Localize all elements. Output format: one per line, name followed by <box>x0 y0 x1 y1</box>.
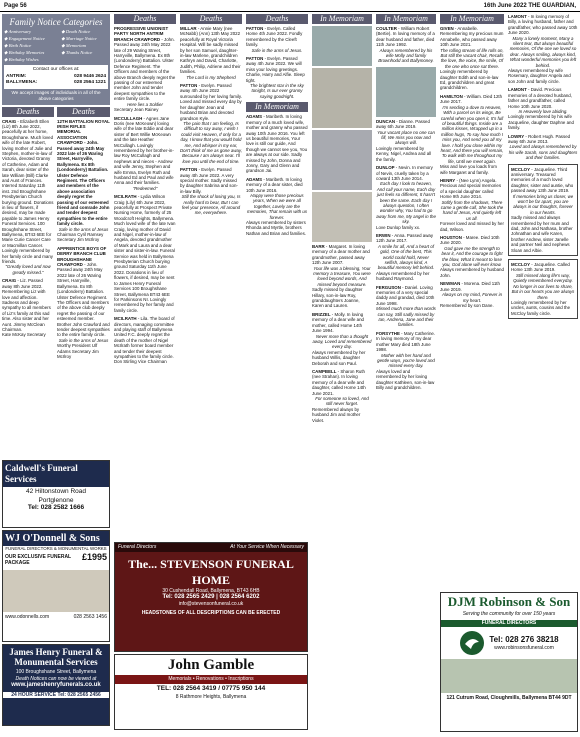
dove-icon <box>459 629 485 657</box>
djm-ad <box>440 592 578 732</box>
caldwell-name: Caldwell's Funeral Services <box>3 461 109 487</box>
caldwell-address-1: 42 Hiltonstown Road <box>26 488 86 495</box>
masthead-date: 16th June 2022 THE GUARDIAN, <box>483 2 576 9</box>
death-notice: MILLAR - Annie Mary (nee McNabb) (Ann) 13th May 2022 peacefully at Royal Victoria Hospital. Will be sadly missed by her son Samuel, daughter-in-law Marlene, grandchildren Kathryn and David, Charlotte, Judith, Philip, Adriene and their families. The Lord is my Shepherd <box>180 26 241 80</box>
death-notice: PATTON - Evelyn. Called Home 4th June 2022. Fondly remembered by the Cleeft family. Safe in the arms of Jesus. <box>246 26 303 53</box>
memoriam-photo <box>312 26 372 66</box>
stevenson-headstones: HEADSTONES OF ALL DESCRIPTIONS CAN BE ERECTED <box>141 610 281 616</box>
page-header <box>0 0 580 12</box>
odonnell-image <box>3 570 109 612</box>
jameshenry-name: James Henry Funeral & Monumental Services <box>9 647 103 667</box>
category-item: ◆ Memoriam <box>61 43 87 48</box>
section-heading-in-memoriam: In Memoriam <box>312 14 372 24</box>
odonnell-phone: 028 2563 1456 <box>73 613 107 620</box>
contact-title: Contact our offices at: <box>32 67 80 72</box>
death-notice: MCCULLAGH - Agnes Jane Doris (nee McKeown) loving wife of the late Eddie and dear sister of Bert Willie McKeown and the late Heather McCullagh. Lovingly remembered by her brother-in-law Roy McCullagh and nephews and nieces - Andrew and wife Jenny, Stephen and wife Emma, Evelyn Ruth and husband Ed and Paul and wife Anna and their families. "Redeemed" <box>114 115 174 191</box>
section-heading-in-memoriam: In Memoriam <box>440 14 504 24</box>
column-5 <box>246 14 308 538</box>
memoriam-notice: CAMPBELL - Sharon Ruth (nee Strahan). In loving memory of a dear wife and daughter, called Home 14th June 2021. For someone so loved, And still never forget. Remembered always by husband Jim and mother Violet. <box>312 368 369 423</box>
memoriam-photo <box>312 130 372 190</box>
death-notice: PATTON - Evelyn. Passed away 4th June 2022. A very special mother. Sadly missed by daughter Sabrina and son-in-law Billy. Still the shock of losing you, Is really hard to bear, But I can feel your presence, All around me, everywhere. <box>180 167 241 216</box>
left-ad-stack <box>2 460 110 730</box>
section-heading-deaths: Deaths <box>2 107 54 117</box>
memoriam-notice: NEWMAN - Morena. Died 11th June 2019. Always on my mind, Forever in my heart. Remembered by son Dane. <box>440 281 503 308</box>
jameshenry-address: 100 Broughshane Street, Ballymena <box>15 669 97 675</box>
jameshenry-ad <box>2 644 110 726</box>
family-notice-title: Family Notice Categories <box>9 17 103 27</box>
page-number: Page 56 <box>4 2 27 9</box>
memoriam-notice: ERWIN - Anna. Passed away 12th June 2017. A smile for all, And a heart of gold, One of the best, This world could hold, Never selfish, always kind, A beautiful memory left behind. Always remembered by her husband Raymond. <box>376 232 435 282</box>
category-item: ◆ Marriage Notice <box>61 36 97 41</box>
jameshenry-website: www.jameshenryfunerals.co.uk <box>11 682 101 688</box>
category-item: ◆ Death Notice <box>61 29 91 34</box>
category-list-left <box>4 28 61 63</box>
memoriam-notice: FERGUSON - Daniel. Loving memories of a very special daddy and grandad, died 10th June 1998. Missed much more than words can say, Still sadly missed by Ian, Andrena, Jane and their families. <box>376 284 436 328</box>
memoriam-notice: HENRY - (Nee Lynn) Angela. Precious and special memories of a special daughter called Home 9th June 2014. Softly from the shadows, There came a gentle call, She took the hand of Jesus, And quietly left us all. Forever loved and missed by her dad, Wilson. <box>440 177 504 232</box>
caldwell-phone: Tel: 028 2582 1666 <box>27 504 85 511</box>
memoriam-notice: GIVEN - Annabelle. Remembering my precious mum Annabelle, who passed away 10th June 2021. The rolling stream of life rolls on, But still the vacant chair, Recalls the love, the voice, the smile, Of the one who once sat there. Lovingly remembered by daughter Edith and son-in-law Ed, grandchildren and great grandchildren. <box>440 26 504 91</box>
section-heading-in-memoriam: In Memoriam <box>246 102 308 112</box>
column-6 <box>312 14 372 734</box>
death-notice: PATTON - Evelyn. Passed away 4th June 2022. We will miss your loving greetings. Charlie, Harry and Alfie. Sleep tight. The brightest star in the sky tonight, Is our ever granny saying goodnight. <box>246 56 305 99</box>
stevenson-strip: Funeral Directors <box>118 544 157 550</box>
jameshenry-line: Death Notices can now be viewed at <box>15 675 97 682</box>
memoriam-notice: MCCLOY - Jacqueline. Third anniversary. Treasured memories of a much loved daughter, sister and auntie, who passed away 13th June 2019. If memories bring us closer, we won't be far apart, you are always in our thoughts, forever in our hearts. Sadly missed and always remembered by her mum and dad, John and Nathasa, brother Johnathan and wife Karen, brother Andrew, sister Janelle and partner Neil and nephews Sloan and Albie. <box>508 164 578 257</box>
death-notice: PROGRESSIVE UNIONIST PARTY NORTH ANTRIM BRANCH CRAWFORD - John. Passed away 24th May 2022 late of 29 Waring Street, Harryville, Ballymena. Ex 8th (Londonderry) Battalion. Ulster Defence Regiment. The Officers and members of the above Branch deeply regret the passing of our esteemed member John and tender deepest sympathies to the entire family circle. Here lies a Soldier Secretary Jean Rainey <box>114 26 176 113</box>
section-heading-deaths: Deaths <box>180 14 242 24</box>
category-list-right <box>61 28 108 63</box>
family-notice-box <box>2 14 110 105</box>
odonnell-offer: OUR EXCLUSIVE FUNERAL PACKAGE <box>5 553 72 566</box>
stevenson-ad <box>114 542 308 652</box>
djm-strip: FUNERAL DIRECTORS <box>441 620 577 627</box>
gamble-ad <box>114 654 308 730</box>
antrim-label: ANTRIM: <box>6 73 27 79</box>
stevenson-email: info@stevensonfuneral.co.uk <box>178 600 244 607</box>
djm-name: DJM Robinson & Son <box>447 594 571 609</box>
djm-address: 121 Cutrum Road, Cloughmills, Ballymena BT44 9DT <box>446 695 572 701</box>
death-notice: CRAIG - Elizabeth Ellen (Liz) 8th June 2022, peacefully at her home, Broughshane. Much loved wife of the late Robert, loving mother of Julie and Stephen, mother-in-law of Victoria, devoted Granny of Catherine, Adam and Sarah, dear sister of the late William (Bill) Clarke and Aunt of Frances. Interred Saturday 11th inst. 2nd Broughshane Presbyterian Church burying ground. Donations in lieu of flowers, if desired, may be made payable to James Henry Funeral Services. 100 Broughshane Street, Ballymena, BT43 6EE for Marie Curie Cancer Care or Macmillan Cancer. Lovingly remembered by her family circle and many friends. "Greatly loved and now greatly missed." <box>2 118 54 275</box>
death-notice: MCILRATH - Lila. The board of directors, managing committee and playing staff of Ballymena United F.C. deeply regret the death of the mother of Nigel McIlrath former board member and tender their deepest sympathies to the family circle. Don Stirling Vice Chairman <box>114 316 175 365</box>
memoriam-notice: HOUSTON - Maree. Died 10th June 2020. God gave me the strength to bear it, And the courage to fight the blow, What it meant to lose you, God alone will ever know. Always remembered by husband John. <box>440 235 504 278</box>
memoriam-notice: LAMONT - In loving memory of Billy, a loving husband, father and grandfather, who passed away 10th June 2020. Many a lonely moment, Many a silent tear, But always beautiful memories, Of the one we loved so dear. Always smiling, always kind, What wonderful memories you left behind. Always remembered by wife Rosemary, daughter Angela and son John and family circle. <box>508 14 578 84</box>
ballymena-label: BALLYMENA: <box>6 80 38 85</box>
memoriam-photo <box>312 68 372 128</box>
column-7 <box>376 14 436 734</box>
category-item: ◆ Birthday Memories <box>4 50 45 55</box>
gamble-phone: TEL: 028 2564 3419 / 07775 950 144 <box>156 684 266 692</box>
odonnell-price: £1995 <box>81 551 107 562</box>
memoriam-photo <box>312 192 372 242</box>
death-notice: PATTON - Evelyn. Passed away 4th June 2022 surrounded by her loving family. Loved and missed every day by her daughter Jean and husband Brian and devoted grandson Kyle. The pain that I am feeling, Is difficult to say away, I wish I could visit Heaven, If only for a day, I know that you would hold me, And whisper in my ear, Don't think of me as gone away, Because I am always near. I'll love you until the end of time. <box>180 83 242 164</box>
memoriam-notice: ADAMS - Maribeth. In loving memory of a dear sister, died 10th June 2016. Happy were those precious years, When we were all together, Lovely are the memories, That remain with us forever. Always remembered by sisters Rhonda and Myrtle, brothers Nathan and Brian and families. <box>246 176 308 236</box>
memoriam-notice: FORSYTHE - Mary Catherine. In loving memory of my dear mother Mary died 18th June 1998. Mother with her hand and gentle ways, you're loved and missed every day. Always loved and remembered by her loving daughter Kathleen, son-in-law Billy and grandchildren. <box>376 330 436 390</box>
contact-box <box>4 65 108 89</box>
memoriam-notice: HAMILTON - William. Died 12th June 2017. I'm sending a dove to Heaven, With a parcel on its wings, Be careful when you open it, It's full of beautiful things. Inside are a million kisses, Wrapped up in a million hugs, To say how much I miss you, And send you all my love. I hold you close within my heart, And there you will remain, To walk with me throughout my life, Until we meet again. Miss and love you loads from wife Margaret and family. <box>440 93 504 175</box>
memoriam-notice: MCCLOY - Jacqueline. Called Home 13th June 2019. Still missed along life's way, Quietly remembered everyday. No longer in our lives to share, But in our hearts you are always there. Lovingly remembered by her uncles, aunts, cousins and the McCloy family circle. <box>508 259 578 319</box>
memoriam-notice: COULTER - William Robert (Bertie). In loving memory of a dear husband and father, died 11th June 1992. Always remembered by his wife Molly and family Brownhodd and Ballymoney. <box>376 26 435 64</box>
odonnell-ad <box>2 530 110 642</box>
category-item: ◆ Engagement Notice <box>4 36 45 41</box>
category-item: ◆ Birth Notice <box>4 43 32 48</box>
caldwell-ad <box>2 460 110 528</box>
gamble-name: John Gamble <box>167 657 255 673</box>
category-item: ◆ Birthday Wishes <box>4 57 39 62</box>
gamble-address: 8 Rathmore Heights, Ballymena <box>175 693 247 700</box>
category-item: ◆ Thanks Notice <box>61 50 93 55</box>
stevenson-name: The... STEVENSON FUNERAL HOME <box>128 556 294 587</box>
antrim-phone: 028 9446 2624 <box>73 73 106 79</box>
memoriam-notice: ADAMS - Maribeth. In loving memory of a much loved wife, mother and granny who passed away 10th June 2016. You left us beautiful memories, Your love is still our guide, And though we cannot see you, You are always at our side. Sadly missed by John, Donna and Jonny, Gary and Glenn and grandson Jai. <box>246 114 308 174</box>
stevenson-phone: Tel: 028 2565 2429 | 028 2564 6202 <box>162 594 260 600</box>
memoriam-notice: BRIZZEL - Molly. In loving memory of a dear wife and mother, called Home 14th June 1994. Never more than a thought away, Loved and remembered every day. Always remembered by her husband Willis, daughter Deborah and son Paul. <box>312 311 372 366</box>
column-4 <box>180 14 242 538</box>
memoriam-notice: DUNLOP - Nevin. In memory of Nevin, cruelly taken by a coward 13th June 2014. Each day I look to heaven, And call your name, Each day just feels so different, It hasn't been the same. Each day I always question, I often wonder why, You had to go away from me, My angel in the sky. Love Dunlop family xx. <box>376 165 436 230</box>
stevenson-strip-2: At Your Service When Necessary <box>230 544 304 550</box>
death-notice: MCILRATH - Lydia Wilson Craig (Lily) 6th June 2022, peacefully at Prospect Private Nursing Home, formerly of 25 Woodcroft Heights, Ballymena. Much loved wife of the late Ivan Craig, loving mother of David and Nigel, mother-in-law of Angela, devoted grandmother of Mark and Laura and a dear sister and sister-in-law. Funeral Service was held in Ballymena Presbyterian Church burying ground Saturday 11th June 2022. Donations in lieu of flowers, if desired, may be sent to James Henry Funeral Services 100 Broughshane Street, Ballymena BT43 6EE for Parkinsons NI. Lovingly remembered by her family and family circle. <box>114 194 176 313</box>
memoriam-notice: LAMONT - David. Precious memories of a devoted husband, father and grandfather, called Home 10th June 2020. In Heavenly love abiding. Lovingly remembered by his wife Jacqueline, daughter Daphne and family. <box>508 87 574 131</box>
section-heading-deaths: Deaths <box>114 14 176 24</box>
section-heading-deaths: Deaths <box>57 107 110 117</box>
death-notice: 12TH BATTALION ROYAL IRISH RIFLES MEMORIAL ASSOCIATION CRAWFORD - John. Passed away 24th May 2022 late of 26 Waring Street, Harryville, Ballymena. Ex 8th (Londonderry) Battalion. Ulster Defence Regiment. The Officers and members of the above association deeply regret the passing of our esteemed friend and comrade John and tender deepest sympathies to the entire family circle. Safe in the arms of Jesus Chairman Cyril Ramsey Secretary Jim McIlroy <box>57 118 110 243</box>
ballymena-phone: 028 2564 1221 <box>73 80 106 85</box>
section-heading-in-memoriam: In Memoriam <box>376 14 436 24</box>
memoriam-notice: LOWRY - Robert Hugh. Passed away 6th June 2013. Loved and always remembered by his wife Sarah, sons and daughters and their families. <box>508 133 578 161</box>
odonnell-website: www.odonnells.com <box>5 613 50 620</box>
death-notice: APPRENTICE BOYS OF DERRY BRANCH CLUB BROUGHSHANE CRAWFORD - John. Passed away 24th May 2022 late of 26 Waring Street, Harryville, Ballymena. Ex 8th (Londonderry) Battalion. Ulster Defence Regiment. The Officers and members of the above club deeply regret the passing of our esteemed member. Brother John Crawford and tender deepest sympathies to the entire family circle. Safe in the arms of Jesus Worthy President Ulf Adams Secretary Jim McIlroy <box>57 245 110 359</box>
stevenson-address: 30 Cushendall Road, Ballymena, BT43 6HB <box>162 587 260 594</box>
category-item: ◆ Anniversary <box>4 29 32 34</box>
middle-ad-stack <box>114 542 308 732</box>
caldwell-address-2: Portglenone <box>38 497 74 504</box>
column-3 <box>114 14 176 538</box>
images-accepted-note: We accept images of individuals in all of the above categories <box>11 89 101 101</box>
section-heading-deaths: Deaths <box>246 14 308 24</box>
gamble-sub: Memorials • Renovations • Inscriptions <box>115 675 307 684</box>
memoriam-notice: BARR - Margaret. In loving memory of a dear mother and grandmother, passed away 12th June 2007. Your life was a blessing, Your memory a treasure, You were loved beyond words, And missed beyond measure. Sadly missed by daughter Hillary, son-in-law Roy, granddaughters Joanne, Karen and Lauren. <box>312 244 371 309</box>
jameshenry-phone: 24 HOUR SERVICE Tel: 028 2565 2456 <box>3 692 109 699</box>
djm-website: www.robinsonsfuneral.com <box>494 644 554 651</box>
odonnell-sub: FUNERAL DIRECTORS & MONUMENTAL WORKS <box>5 546 107 551</box>
djm-sub: Serving the community for over 150 years <box>462 611 556 617</box>
column-9 <box>508 14 578 584</box>
memoriam-notice: DUNCAN - Dianne. Passed away 6th June 2019. Your vacant place no one can fill, We miss you now and always will. Lovingly remembered by Kenny, Nigel, Andrea and all the family. <box>376 118 435 162</box>
column-8 <box>440 14 504 584</box>
memoriam-photo <box>376 67 436 117</box>
djm-phone: Tel: 028 276 38218 <box>489 634 559 644</box>
odonnell-name: WJ O'Donnell & Sons <box>3 531 109 546</box>
djm-image <box>441 659 577 693</box>
death-notice: CRAIG - Liz. Passed away 8th June 2022. Remembering Liz with love and affection. Sadness and deep sympathy to all members of Liz's family at this sad time. Also sister and her Aunt. Jimmy McClean Chairman. Kate McKay Secretary <box>2 278 51 338</box>
